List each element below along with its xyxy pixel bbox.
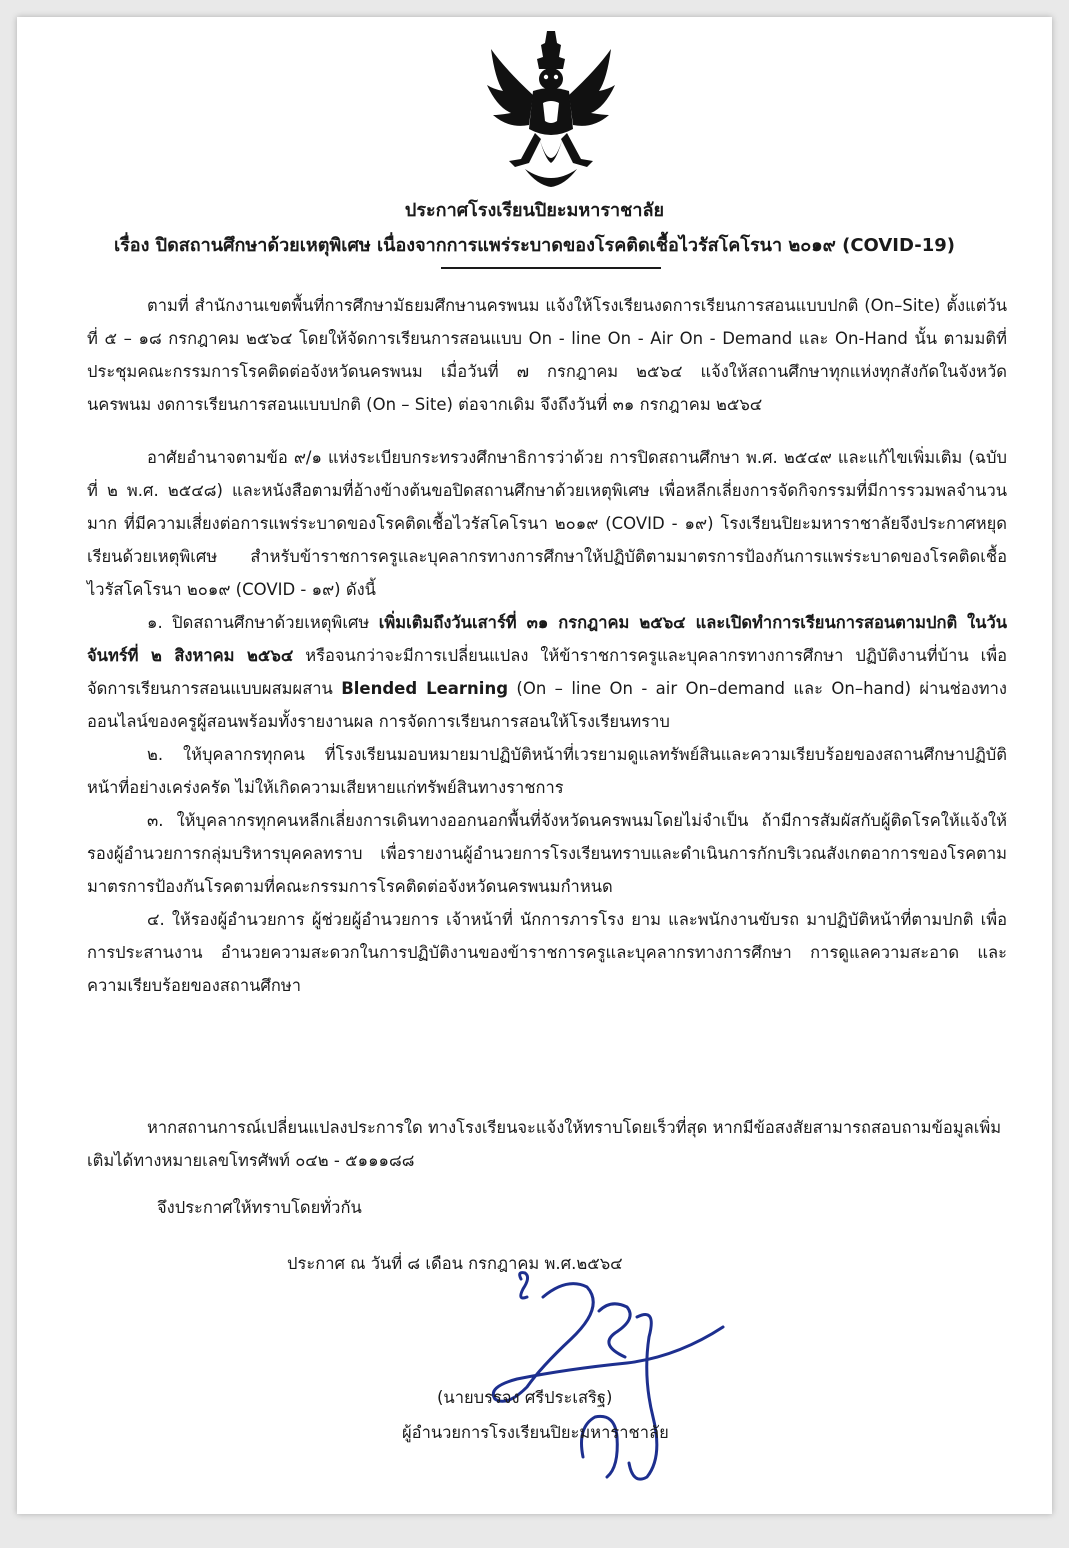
measure-1-blended-learning: Blended Learning [341, 679, 509, 698]
handwritten-signature-icon [487, 1267, 727, 1487]
general-announcement: จึงประกาศให้ทราบโดยทั่วกัน [157, 1198, 362, 1217]
paragraph-background: ตามที่ สำนักงานเขตพื้นที่การศึกษามัธยมศึกษานครพนม แจ้งให้โรงเรียนงดการเรียนการสอนแบบปกติ (On–Site) ตั้งแต่วันที่ ๕ – ๑๘ กรกฎาคม ๒๕๖๔ โดยให้จัดการเรียนการสอนแบบ On - line On - Air On - Demand และ On-Hand นั้น ตามมติที่ประชุมคณะกรรมการโรคติดต่อจังหวัดนครพนม เมื่อวันที่ ๗ กรกฎาคม ๒๕๖๔ แจ้งให้สถานศึกษาทุกแห่งทุกสังกัดในจังหวัดนครพนม งดการเรียนการสอนแบบปกติ (On – Site) ต่อจากเดิม จึงถึงวันที่ ๓๑ กรกฎาคม ๒๕๖๔ [87, 296, 1007, 414]
measure-item-4: ๔. ให้รองผู้อำนวยการ ผู้ช่วยผู้อำนวยการ เจ้าหน้าที่ นักการภารโรง ยาม และพนักงานขับรถ มาปฏิบัติหน้าที่ตามปกติ เพื่อการประสานงาน อำนวยความสะดวกในการปฏิบัติงานของข้าราชการครูและบุคลากรทางการศึกษา การดูแลความสะอาด และความเรียบร้อยของสถานศึกษา [87, 910, 1007, 995]
measure-item-3: ๓. ให้บุคลากรทุกคนหลีกเลี่ยงการเดินทางออกนอกพื้นที่จังหวัดนครพนมโดยไม่จำเป็น ถ้ามีการสัมผัสกับผู้ติดโรคให้แจ้งให้รองผู้อำนวยการกลุ่มบริหารบุคคลทราบ เพื่อรายงานผู้อำนวยการโรงเรียนทราบและดำเนินการกักบริเวณสังเกตอาการของโรคตามมาตรการป้องกันโรคตามที่คณะกรรมการโรคติดต่อจังหวัดนครพนมกำหนด [87, 811, 1007, 896]
announcement-subject: เรื่อง ปิดสถานศึกษาด้วยเหตุพิเศษ เนื่องจากการแพร่ระบาดของโรคติดเชื้อไวรัสโคโรนา ๒๐๑๙ (COVID-19) [113, 235, 955, 256]
measure-1-bold-dates: เพิ่มเติมถึงวันเสาร์ที่ ๓๑ กรกฎาคม ๒๕๖๔ และเปิดทำการเรียนการสอนตามปกติ ในวันจันทร์ที่ ๒ สิงหาคม ๒๕๖๔ [87, 613, 1007, 665]
announcement-body [87, 289, 1007, 1002]
announcement-date: ประกาศ ณ วันที่ ๘ เดือน กรกฎาคม พ.ศ.๒๕๖๔ [287, 1254, 623, 1273]
announcement-title: ประกาศโรงเรียนปิยะมหาราชาลัย [404, 200, 665, 221]
title-divider [441, 267, 661, 269]
measure-1-prefix: ๑. ปิดสถานศึกษาด้วยเหตุพิเศษ [147, 613, 379, 632]
measure-1-middle: หรือจนกว่าจะมีการเปลี่ยนแปลง ให้ข้าราชการครูและบุคลากรทางการศึกษา ปฏิบัติงานที่บ้าน เพื่อจัดการเรียนการสอนแบบผสมผสาน [87, 646, 1007, 698]
measure-item-1 [87, 606, 1007, 738]
paragraph-authority: อาศัยอำนาจตามข้อ ๙/๑ แห่งระเบียบกระทรวงศึกษาธิการว่าด้วย การปิดสถานศึกษา พ.ศ. ๒๕๔๙ และแก้ไขเพิ่มเติม (ฉบับที่ ๒ พ.ศ. ๒๕๔๘) และหนังสือตามที่อ้างข้างต้นขอปิดสถานศึกษาด้วยเหตุพิเศษ เพื่อหลีกเลี่ยงการจัดกิจกรรมที่มีการรวมพลจำนวนมาก ที่มีความเสี่ยงต่อการแพร่ระบาดของโรคติดเชื้อไวรัสโคโรนา ๒๐๑๙ (COVID - ๑๙) โรงเรียนปิยะมหาราชาลัยจึงประกาศหยุดเรียนด้วยเหตุพิเศษ สำหรับข้าราชการครูและบุคลากรทางการศึกษาให้ปฏิบัติตามมาตรการป้องกันการแพร่ระบาดของโรคติดเชื้อไวรัสโคโรนา ๒๐๑๙ (COVID - ๑๙) ดังนี้ [87, 448, 1007, 599]
measure-item-2: ๒. ให้บุคลากรทุกคน ที่โรงเรียนมอบหมายมาปฏิบัติหน้าที่เวรยามดูแลทรัพย์สินและความเรียบร้อยของสถานศึกษาปฏิบัติหน้าที่อย่างเคร่งครัด ไม่ให้เกิดความเสียหายแก่ทรัพย์สินทางราชการ [87, 745, 1007, 797]
signer-name: (นายบรรจง ศรีประเสริฐ) [437, 1388, 613, 1407]
signer-position: ผู้อำนวยการโรงเรียนปิยะมหาราชาลัย [402, 1423, 669, 1442]
closing-paragraph: หากสถานการณ์เปลี่ยนแปลงประการใด ทางโรงเรียนจะแจ้งให้ทราบโดยเร็วที่สุด หากมีข้อสงสัยสามารถสอบถามข้อมูลเพิ่มเติมได้ทางหมายเลขโทรศัพท์ ๐๔๒ - ๕๑๑๑๘๘ [87, 1118, 1002, 1170]
measure-1-rest: (On – line On - air On–demand และ On–hand) ผ่านช่องทางออนไลน์ของครูผู้สอนพร้อมทั้งรายงานผล การจัดการเรียนการสอนให้โรงเรียนทราบ [87, 679, 1007, 731]
document-page [17, 17, 1052, 1514]
garuda-emblem-icon [485, 29, 617, 189]
